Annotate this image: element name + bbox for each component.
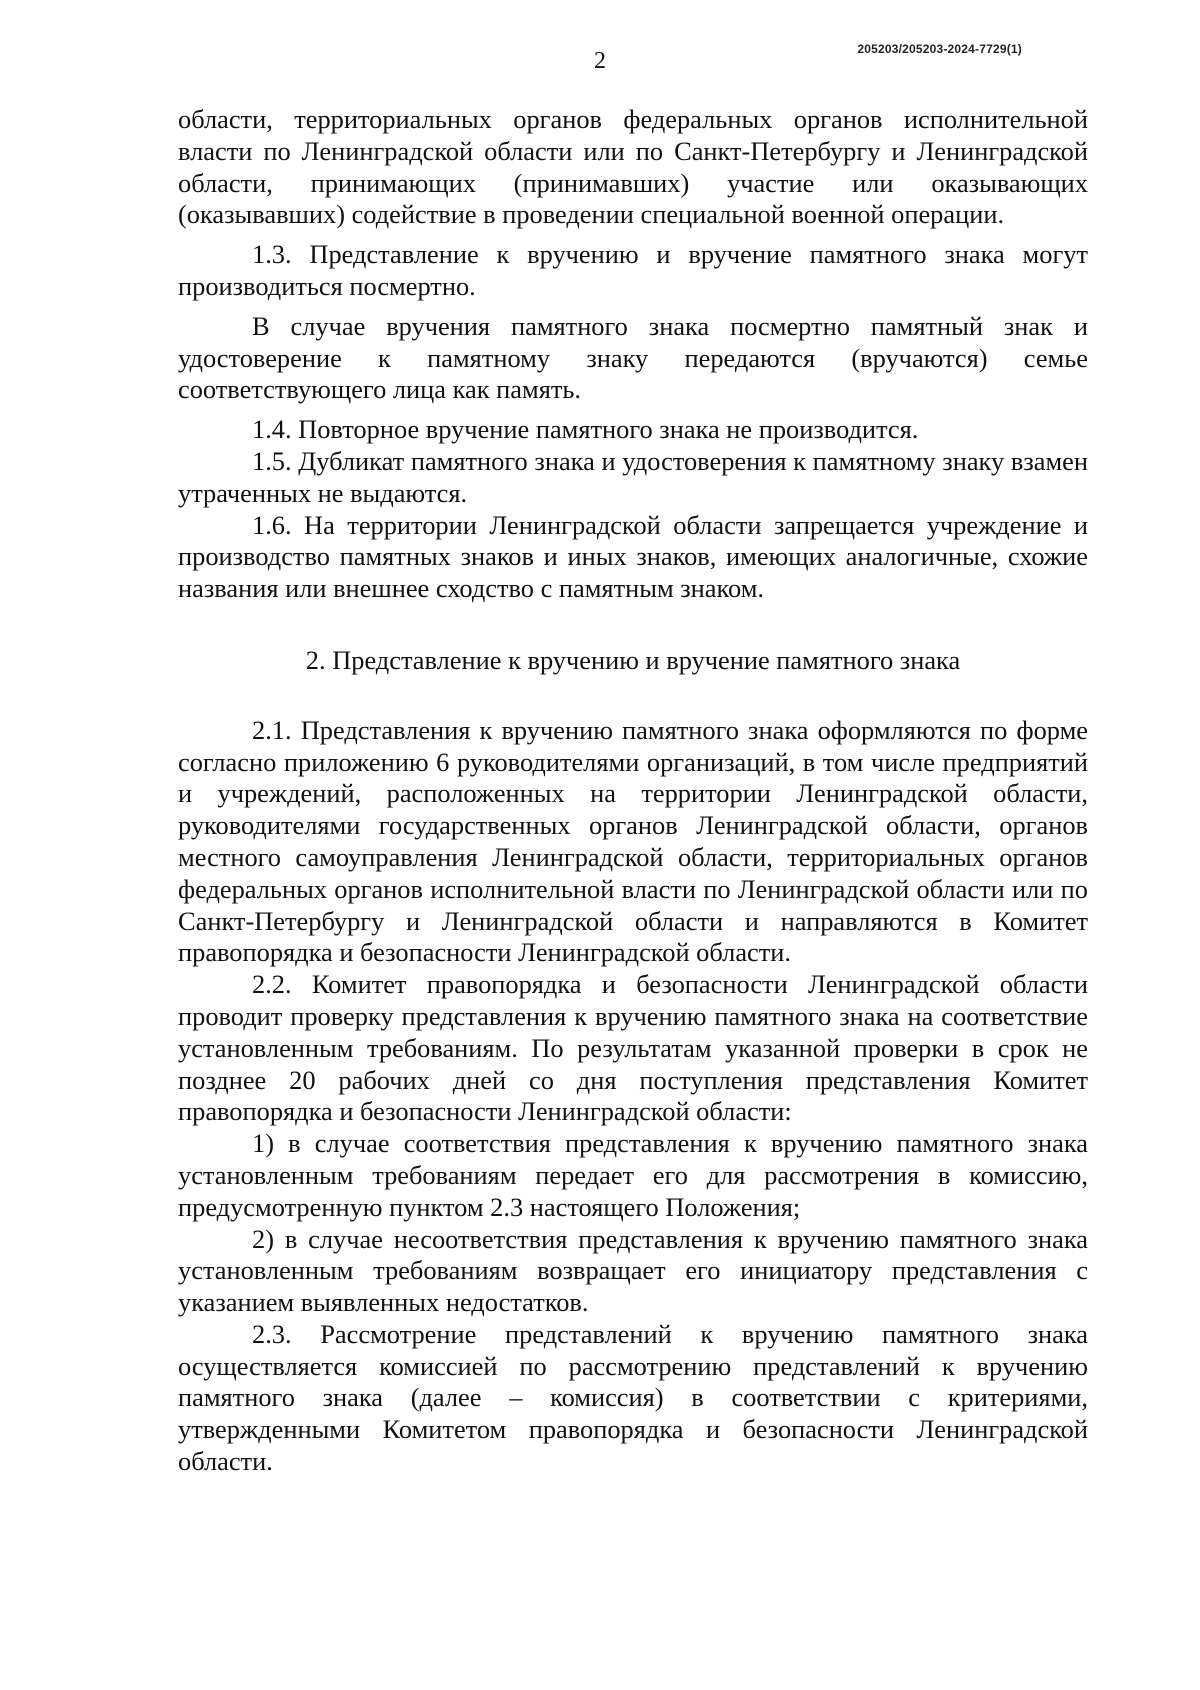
paragraph-1-6: 1.6. На территории Ленинградской области запрещается учреждение и производство памятных знаков и иных знаков, имеющих аналогичные, схожие названия или внешнее сходство с памятным знаком. <box>178 509 1088 604</box>
paragraph-continuation: области, территориальных органов федеральных органов исполнительной власти по Ленинградской области или по Санкт-Петербургу и Ленинградской области, принимающих (принимавших) участие или оказывающих (оказывавших) содействие в проведении специальной военной операции. <box>178 104 1088 230</box>
paragraph-2-2-item-1: 1) в случае соответствия представления к вручению памятного знака установленным требованиям передает его для рассмотрения в комиссию, предусмотренную пунктом 2.3 настоящего Положения; <box>178 1128 1088 1222</box>
paragraph-1-5: 1.5. Дубликат памятного знака и удостоверения к памятному знаку взамен утраченных не выдаются. <box>178 445 1088 508</box>
page-number: 2 <box>594 48 606 74</box>
paragraph-2-3: 2.3. Рассмотрение представлений к вручению памятного знака осуществляется комиссией по рассмотрению представлений к вручению памятного знака (далее – комиссия) в соответствии с критериями, утвержденными Комитетом правопорядка и безопасности Ленинградской области. <box>178 1318 1088 1477</box>
paragraph-2-2: 2.2. Комитет правопорядка и безопасности Ленинградской области проводит проверку представления к вручению памятного знака на соответствие установленным требованиям. По результатам указанной проверки в срок не позднее 20 рабочих дней со дня поступления представления Комитет правопорядка и безопасности Ленинградской области: <box>178 969 1088 1127</box>
document-registration-number: 205203/205203-2024-7729(1) <box>857 42 1022 56</box>
paragraph-2-1: 2.1. Представления к вручению памятного знака оформляются по форме согласно приложению 6 руководителями организаций, в том числе предприятий и учреждений, расположенных на территории Ленинградской области, руководителями государственных органов Ленинградской области, органов местного самоуправления Ленинградской области, территориальных органов федеральных органов исполнительной власти по Ленинградской области или по Санкт-Петербургу и Ленинградской области и направляются в Комитет правопорядка и безопасности Ленинградской области. <box>178 714 1088 968</box>
paragraph-posthumous: В случае вручения памятного знака посмертно памятный знак и удостоверение к памятному знаку передаются (вручаются) семье соответствующего лица как память. <box>178 310 1088 405</box>
document-body <box>178 104 1088 1478</box>
section-heading-2: 2. Представление к вручению и вручение памятного знака <box>305 644 961 675</box>
paragraph-1-3: 1.3. Представление к вручению и вручение памятного знака могут производиться посмертно. <box>178 239 1088 301</box>
paragraph-1-4: 1.4. Повторное вручение памятного знака не производится. <box>252 414 919 445</box>
paragraph-2-2-item-2: 2) в случае несоответствия представления к вручению памятного знака установленным требованиям возвращает его инициатору представления с указанием выявленных недостатков. <box>178 1223 1088 1318</box>
